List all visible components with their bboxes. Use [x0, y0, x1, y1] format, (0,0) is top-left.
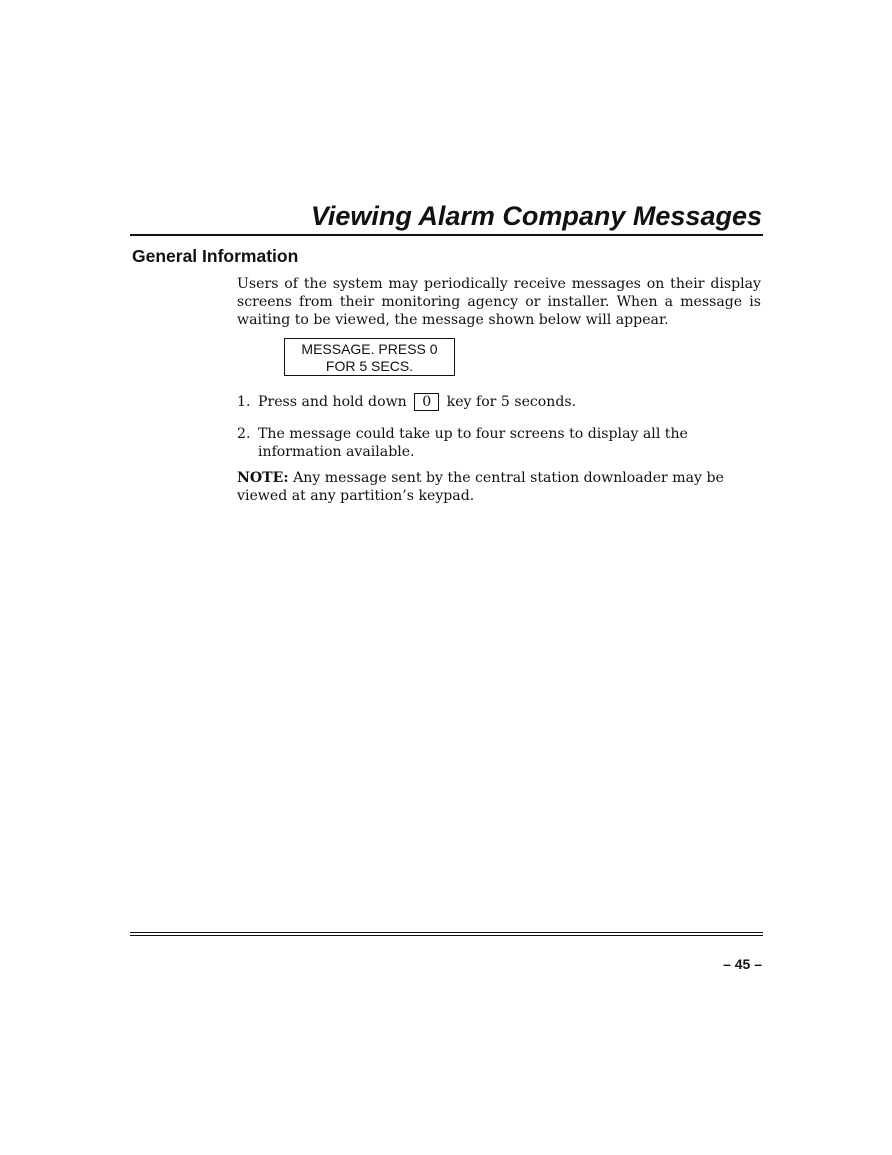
- display-line-1: MESSAGE. PRESS 0: [301, 341, 438, 357]
- step-number: 1.: [237, 394, 251, 410]
- section-heading: General Information: [132, 246, 299, 266]
- intro-paragraph: Users of the system may periodically receive messages on their display screens from their monitoring agency or installer. When a message is waiting to be viewed, the message shown below will appear.: [237, 276, 761, 328]
- note-text: Any message sent by the central station downloader may be viewed at any partition’s keypad.: [237, 470, 724, 504]
- step-text: [258, 393, 761, 411]
- step-number: 2.: [237, 426, 251, 442]
- step-text-after-key: key for 5 seconds.: [446, 394, 577, 410]
- page-number: – 45 –: [723, 956, 762, 972]
- note-label: NOTE:: [237, 470, 289, 486]
- footer-rule: [130, 932, 763, 936]
- step-2: [237, 425, 761, 461]
- title-rule: [130, 234, 763, 236]
- step-text: The message could take up to four screens to display all the information available.: [258, 426, 688, 460]
- note-paragraph: [237, 469, 761, 505]
- page-title: Viewing Alarm Company Messages: [310, 201, 762, 231]
- zero-key-icon: 0: [414, 393, 439, 411]
- keypad-display-message: [284, 338, 455, 376]
- step-text-before-key: Press and hold down: [258, 394, 407, 410]
- display-line-2: FOR 5 SECS.: [325, 358, 414, 374]
- step-1: [237, 393, 761, 411]
